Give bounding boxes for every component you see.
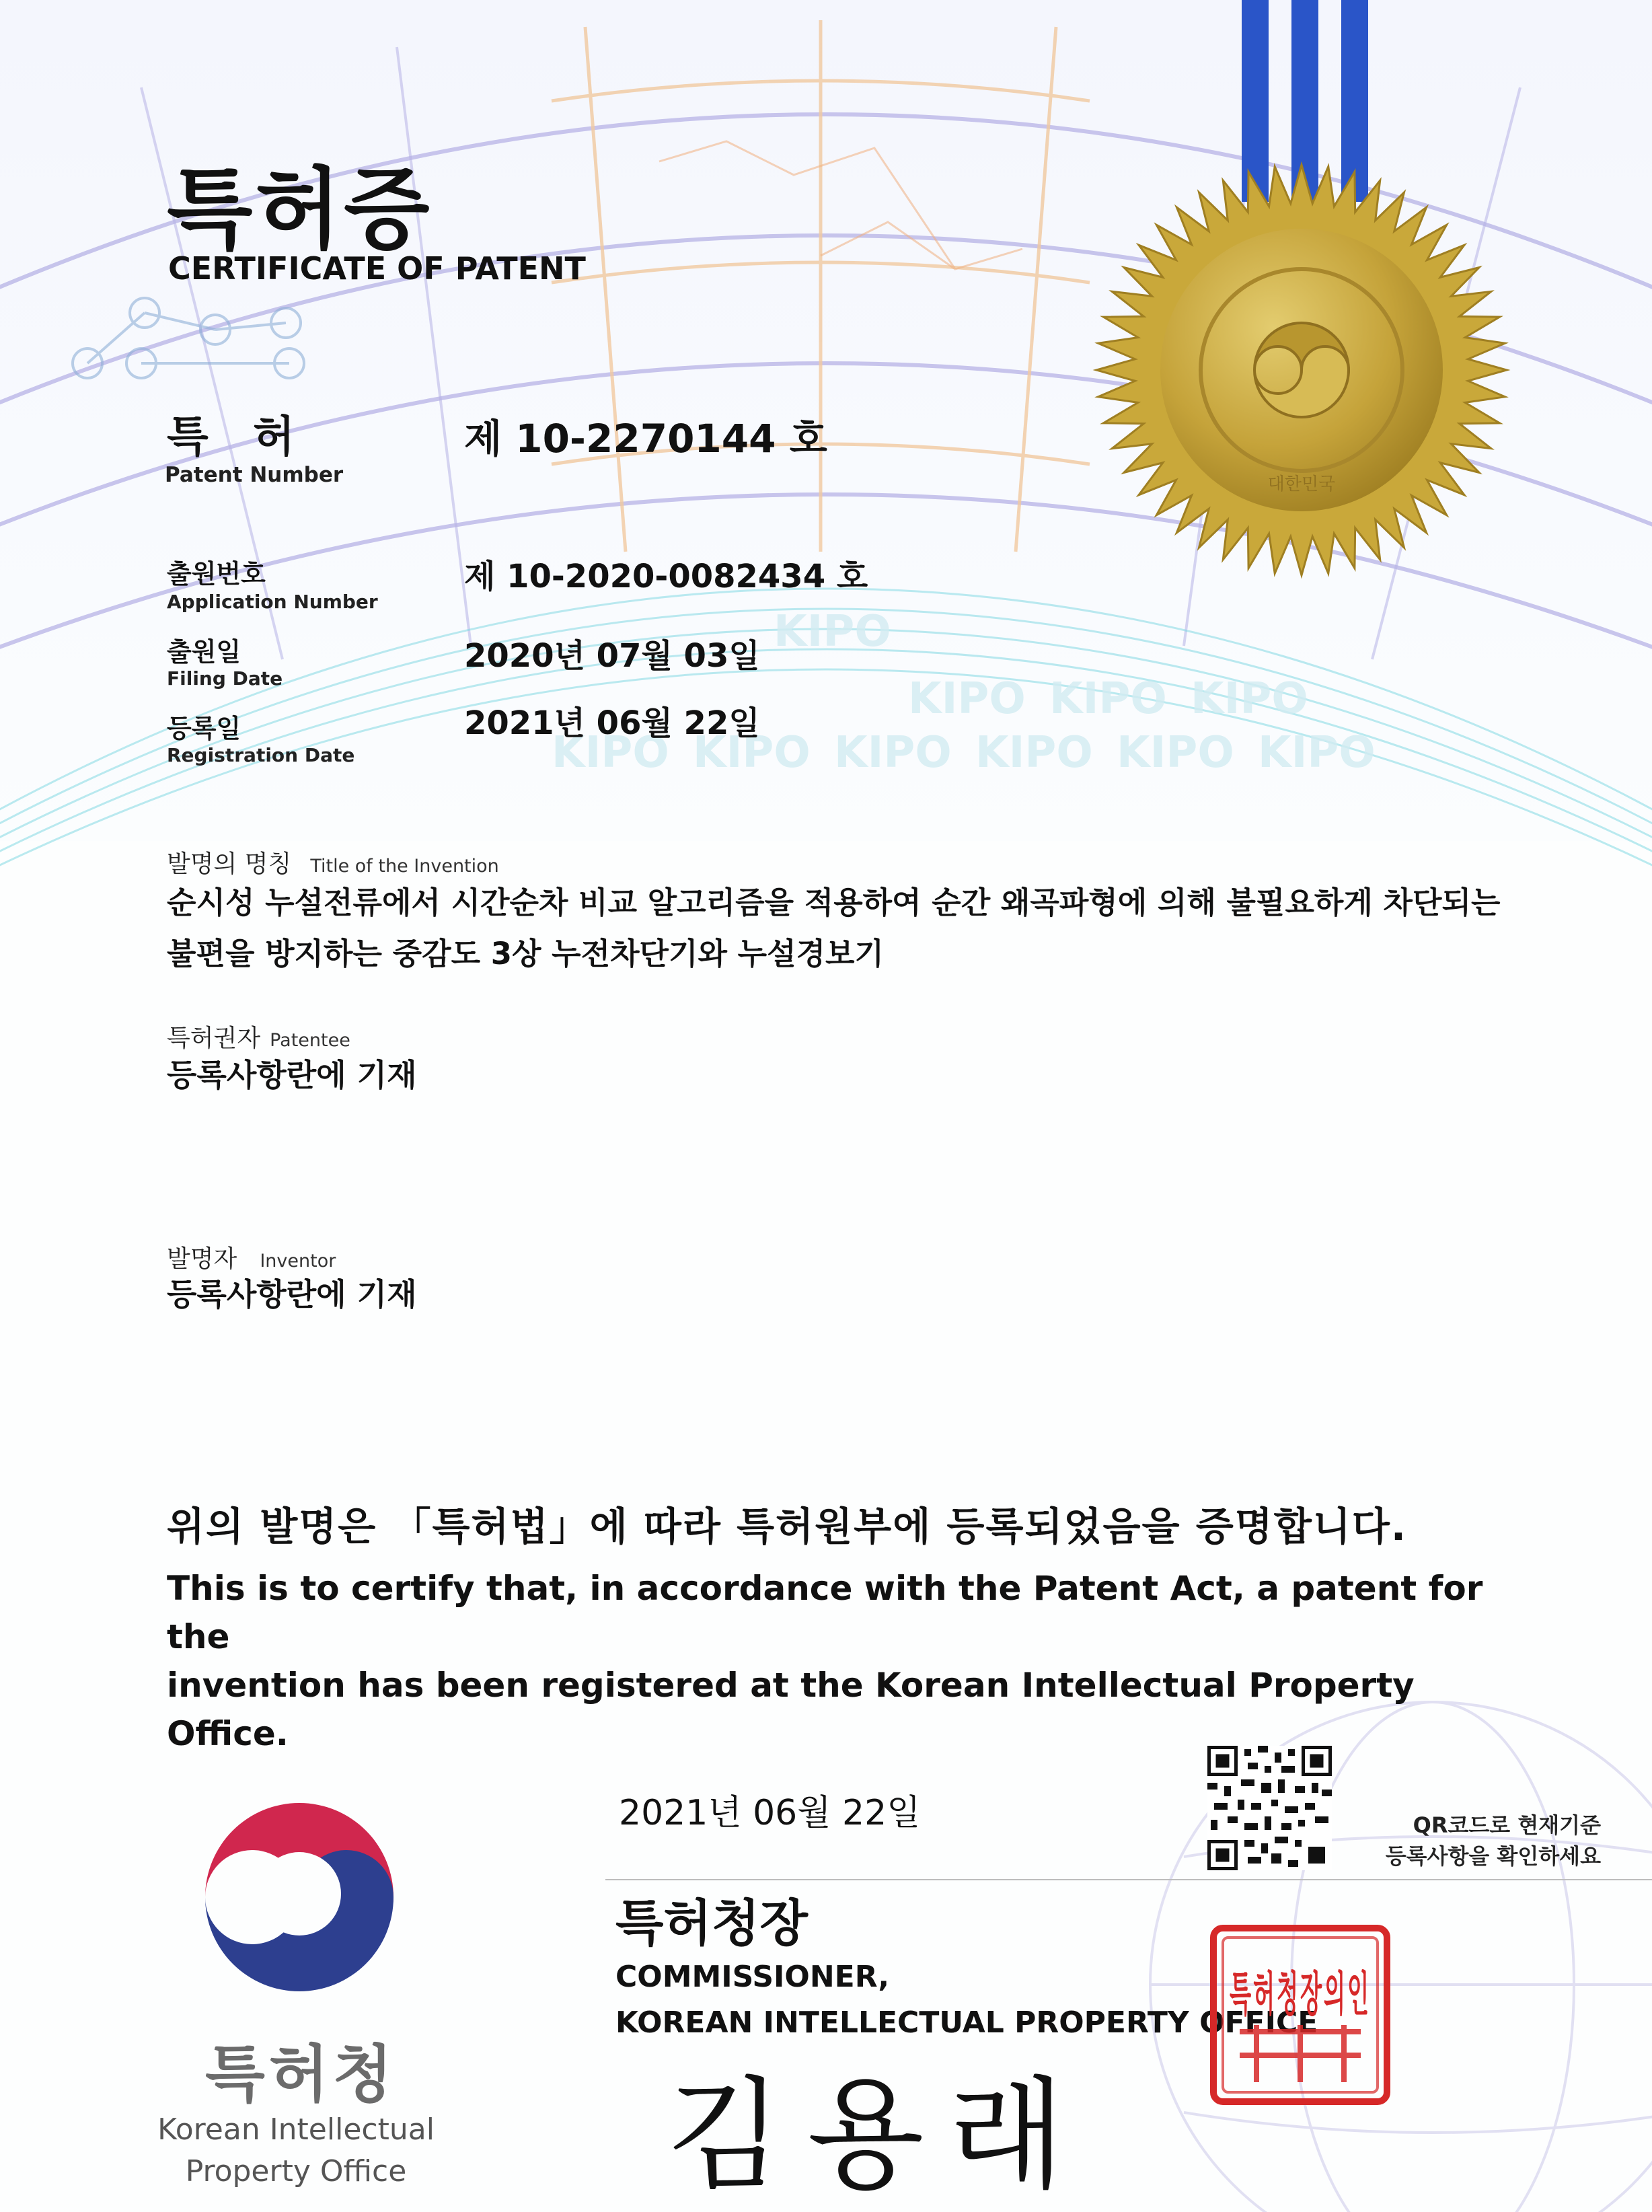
qr-code[interactable] <box>1207 1746 1332 1870</box>
certification-statement-en <box>167 1564 1546 1758</box>
application-number-label-en: Application Number <box>167 591 378 613</box>
certification-en-line-2: invention has been registered at the Korean Intellectual Property Office. <box>167 1666 1415 1753</box>
issue-date: 2021년 06월 22일 <box>619 1793 921 1833</box>
patentee-label <box>167 1019 350 1054</box>
certification-statement-ko: 위의 발명은 「특허법」에 따라 특허원부에 등록되었음을 증명합니다. <box>167 1504 1407 1549</box>
application-number-label-ko: 출원번호 <box>167 559 266 589</box>
invention-title-label <box>167 845 499 879</box>
patent-number-value: 제 10-2270144 호 <box>464 416 827 462</box>
certificate-title-ko: 특허증 <box>167 158 433 262</box>
commissioner-signature: 김용래 <box>666 2065 1090 2206</box>
kipo-watermark: KIPO <box>1191 674 1308 724</box>
commissioner-en-line-2: KOREAN INTELLECTUAL PROPERTY OFFICE <box>615 2005 1318 2040</box>
gold-medal <box>1090 158 1513 582</box>
office-name-en-line-2: Property Office <box>185 2154 407 2188</box>
divider <box>605 1879 1652 1880</box>
registration-date-label-en: Registration Date <box>167 744 355 766</box>
filing-date-value: 2020년 07월 03일 <box>464 637 760 675</box>
invention-title-line-2: 불편을 방지하는 중감도 3상 누전차단기와 누설경보기 <box>167 936 884 971</box>
invention-title-label-en: Title of the Invention <box>310 856 499 877</box>
kipo-watermark: KIPO <box>1049 674 1167 724</box>
filing-date-label-ko: 출원일 <box>167 637 241 667</box>
invention-title-value <box>167 877 1593 980</box>
patentee-value: 등록사항란에 기재 <box>167 1057 417 1093</box>
kipo-watermark: KIPO <box>774 607 891 657</box>
patent-number-label-en: Patent Number <box>165 463 344 487</box>
taegeuk-logo <box>198 1796 400 1998</box>
inventor-label-ko: 발명자 <box>167 1245 237 1273</box>
office-name-en <box>155 2109 437 2192</box>
commissioner-title-ko: 특허청장 <box>615 1894 808 1952</box>
patentee-label-en: Patentee <box>270 1030 350 1051</box>
filing-date-label-en: Filing Date <box>167 667 283 690</box>
inventor-label-en: Inventor <box>260 1251 336 1271</box>
certificate-title-en: CERTIFICATE OF PATENT <box>168 250 586 287</box>
kipo-watermark: KIPO <box>975 728 1093 778</box>
kipo-watermark: KIPO <box>1117 728 1234 778</box>
office-name-en-line-1: Korean Intellectual <box>157 2112 435 2147</box>
certification-en-line-1: This is to certify that, in accordance with the Patent Act, a patent for the <box>167 1569 1483 1656</box>
patent-number-label-ko: 특 허 <box>167 412 309 462</box>
registration-date-label-ko: 등록일 <box>167 714 241 743</box>
invention-title-label-ko: 발명의 명칭 <box>167 850 292 878</box>
medal-text: 대한민국 <box>1267 474 1336 494</box>
qr-instruction <box>1352 1810 1601 1872</box>
kipo-watermark: KIPO <box>834 728 952 778</box>
patentee-label-ko: 특허권자 <box>167 1025 261 1052</box>
application-number-value: 제 10-2020-0082434 호 <box>464 558 868 595</box>
inventor-value: 등록사항란에 기재 <box>167 1276 417 1313</box>
commissioner-en-line-1: COMMISSIONER, <box>615 1960 890 1994</box>
seal-text: 특허청장의인 <box>1230 1966 1371 2022</box>
registration-date-value: 2021년 06월 22일 <box>464 704 760 742</box>
office-name-ko: 특허청 <box>205 2038 397 2110</box>
kipo-watermark: KIPO <box>908 674 1026 724</box>
kipo-watermark: KIPO <box>552 728 669 778</box>
invention-title-line-1: 순시성 누설전류에서 시간순차 비교 알고리즘을 적용하여 순간 왜곡파형에 의해 불필요하게 차단되는 <box>167 885 1501 920</box>
official-seal <box>1209 1924 1391 2106</box>
kipo-watermark: KIPO <box>693 728 811 778</box>
kipo-watermark: KIPO <box>1258 728 1376 778</box>
qr-instruction-line-1: QR코드로 현재기준 <box>1413 1812 1601 1838</box>
qr-instruction-line-2: 등록사항을 확인하세요 <box>1385 1843 1601 1869</box>
